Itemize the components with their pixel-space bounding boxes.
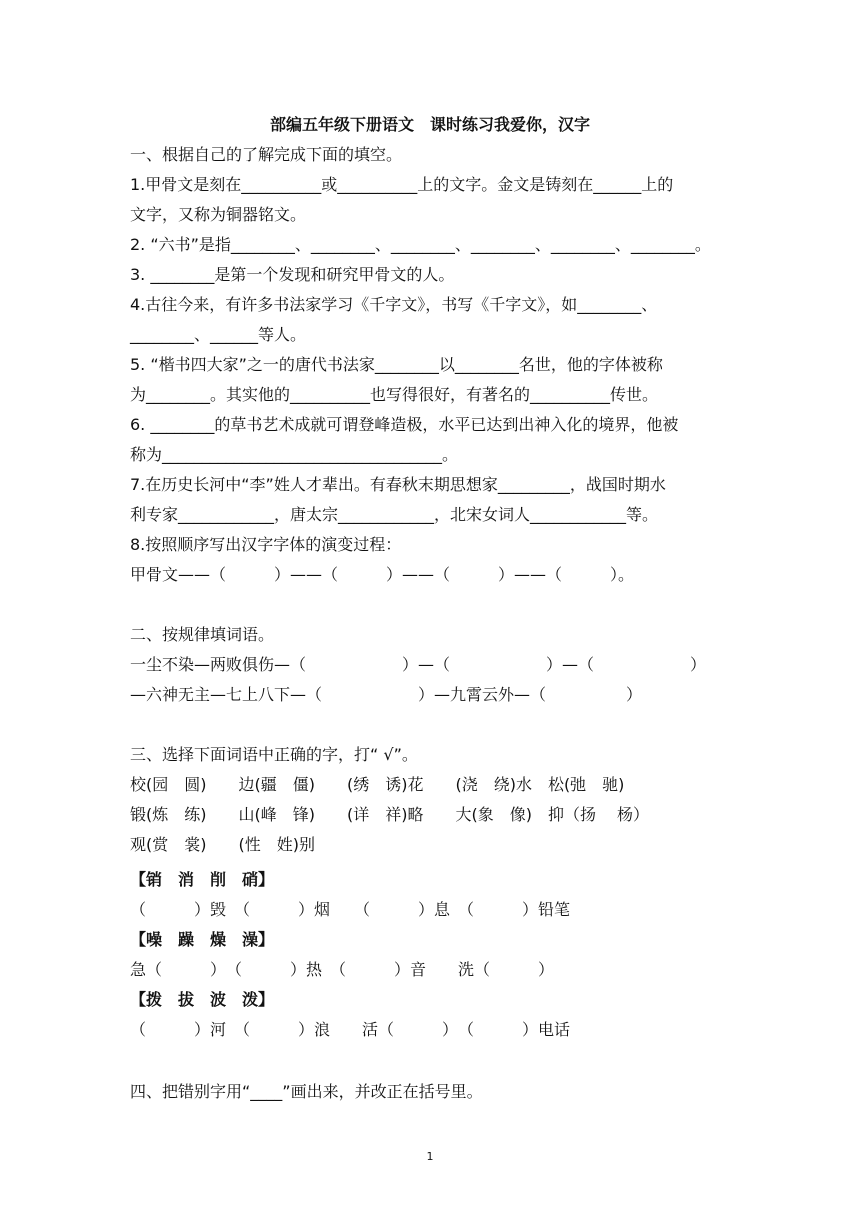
s3-line-1: 校(园 圆) 边(疆 僵) (绣 诱)花 (浇 绕)水 松(弛 驰) xyxy=(130,775,625,794)
s1-line-5: 4.古往今来，有许多书法家学习《千字文》，书写《千字文》，如________、 xyxy=(130,295,658,314)
section-3-heading: 三、选择下面词语中正确的字，打“ √”。 xyxy=(130,745,418,764)
s3-line-2: 锻(炼 练) 山(峰 锋) (详 祥)略 大(象 像) 抑（扬 杨） xyxy=(130,805,650,824)
s3-group-1-line: （ ）毁 （ ）烟 （ ）息 （ ）铅笔 xyxy=(130,900,571,919)
s1-line-2: 文字，又称为铜器铭文。 xyxy=(130,205,307,224)
section-4-heading: 四、把错别字用“____”画出来，并改正在括号里。 xyxy=(130,1082,483,1101)
s2-line-2: —六神无主—七上八下—（ ）—九霄云外—（ ） xyxy=(130,685,643,704)
s2-line-1: 一尘不染—两败俱伤—（ ）—（ ）—（ ） xyxy=(130,655,707,674)
s1-line-12: 利专家____________，唐太宗____________，北宋女词人____________等。 xyxy=(130,505,659,524)
s1-line-4: 3. ________是第一个发现和研究甲骨文的人。 xyxy=(130,265,455,284)
s3-group-3-label: 【拨 拔 波 泼】 xyxy=(130,990,275,1009)
s1-line-9: 6. ________的草书艺术成就可谓登峰造极，水平已达到出神入化的境界，他被 xyxy=(130,415,679,434)
s1-line-14: 甲骨文——（ ）——（ ）——（ ）——（ ）。 xyxy=(130,565,635,584)
section-1-heading: 一、根据自己的了解完成下面的填空。 xyxy=(130,145,403,164)
section-2-heading: 二、按规律填词语。 xyxy=(130,625,275,644)
s1-line-8: 为________。其实他的__________也写得很好，有著名的__________传世。 xyxy=(130,385,659,404)
s1-line-7: 5. “楷书四大家”之一的唐代书法家________以________名世，他的字体被称 xyxy=(130,355,663,374)
s1-line-6: ________、______等人。 xyxy=(130,325,307,344)
s3-group-3-line: （ ）河 （ ）浪 活（ ） （ ）电话 xyxy=(130,1020,571,1039)
s3-group-1-label: 【销 消 削 硝】 xyxy=(130,870,275,889)
s1-line-10: 称为___________________________________。 xyxy=(130,445,459,464)
s3-group-2-label: 【噪 躁 燥 澡】 xyxy=(130,930,275,949)
s3-group-2-line: 急（ ） （ ）热 （ ）音 洗（ ） xyxy=(130,960,555,979)
page-number: 1 xyxy=(426,1150,434,1163)
s1-line-1: 1.甲骨文是刻在__________或__________上的文字。金文是铸刻在______上的 xyxy=(130,175,674,194)
page-title: 部编五年级下册语文 课时练习我爱你，汉字 xyxy=(269,115,590,134)
s3-line-3: 观(赏 裳) (性 姓)别 xyxy=(130,835,315,854)
s1-line-3: 2. “六书”是指________、________、________、________、________、________。 xyxy=(130,235,711,254)
s1-line-11: 7.在历史长河中“李”姓人才辈出。有春秋末期思想家_________，战国时期水 xyxy=(130,475,666,494)
s1-line-13: 8.按照顺序写出汉字字体的演变过程： xyxy=(130,535,402,554)
